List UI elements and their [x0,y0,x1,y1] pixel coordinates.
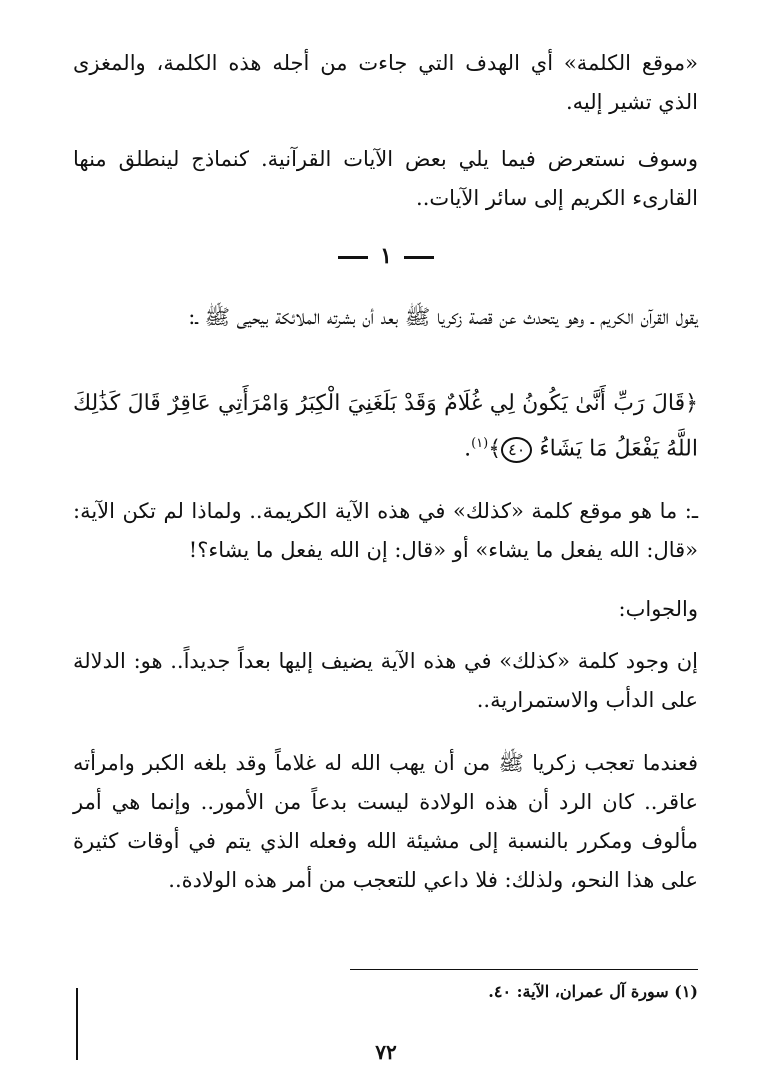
ayah-number-mark: ٤٠ [501,437,532,463]
section-marker [0,243,772,269]
footnote-reference: (١) [471,436,489,451]
answer-text: إن وجود كلمة «كذلك» في هذه الآية يضيف إليها بعداً جديداً.. هو: الدلالة على الدأب والاستمرارية.. [73,649,698,712]
section-intro-text: يقول القرآن الكريم ـ وهو يتحدث عن قصة زكريا ﷺ بعد أن بشرته الملائكة بيحيى ﷺ ـ: [188,305,698,329]
answer-paragraph [73,642,698,720]
section-intro-paragraph [73,298,698,337]
intro-paragraph-2 [73,140,698,218]
intro-paragraph-1 [73,44,698,122]
answer-label: والجواب: [618,597,698,621]
explanation-paragraph [73,744,698,900]
question-text: ـ: ما هو موقع كلمة «كذلك» في هذه الآية الكريمة.. ولماذا لم تكن الآية: «قال: الله يفعل ما يشاء» أو «قال: إن الله يفعل ما يشاء؟! [73,499,698,562]
page-number: ٧٢ [375,1040,397,1064]
marker-dash-left [338,256,368,259]
intro-text-1: «موقع الكلمة» أي الهدف التي جاءت من أجله هذه الكلمة، والمغزى الذي تشير إليه. [73,51,698,114]
quran-verse [73,384,698,469]
section-number: ١ [380,243,392,269]
quran-text: ﴿قَالَ رَبِّ أَنَّىٰ يَكُونُ لِي غُلَامٌ وَقَدْ بَلَغَنِيَ الْكِبَرُ وَامْرَأَتِي عَاقِرٌ قَالَ كَذَٰلِكَ اللَّهُ يَفْعَلُ مَا يَشَاءُ [73,391,698,462]
intro-text-2: وسوف نستعرض فيما يلي بعض الآيات القرآنية. كنماذج لينطلق منها القارىء الكريم إلى سائر الآيات.. [73,147,698,210]
marker-dash-right [404,256,434,259]
quran-verse-text: ﴿قَالَ رَبِّ أَنَّىٰ يَكُونُ لِي غُلَامٌ وَقَدْ بَلَغَنِيَ الْكِبَرُ وَامْرَأَتِي عَاقِرٌ قَالَ كَذَٰلِكَ اللَّهُ يَفْعَلُ مَا يَشَاءُ ٤٠﴾$^{(١)}$. [73,391,698,462]
question-paragraph [73,492,698,570]
answer-label-paragraph [73,590,698,629]
footnote: (١) سورة آل عمران، الآية: ٤٠. [488,982,698,1001]
quran-close-bracket: ﴾ [488,436,502,462]
explanation-text: فعندما تعجب زكريا ﷺ من أن يهب الله له غلاماً وقد بلغه الكبر وامرأته عاقر.. كان الرد أن هذه الولادة ليست بدعاً من الأمور.. وإنما هي أمر مألوف ومكرر بالنسبة إلى مشيئة الله وفعله الذي يتم في أوقات كثيرة على هذا النحو، ولذلك: فلا داعي للتعجب من أمر هذه الولادة.. [73,751,698,892]
footnote-separator [350,969,698,970]
